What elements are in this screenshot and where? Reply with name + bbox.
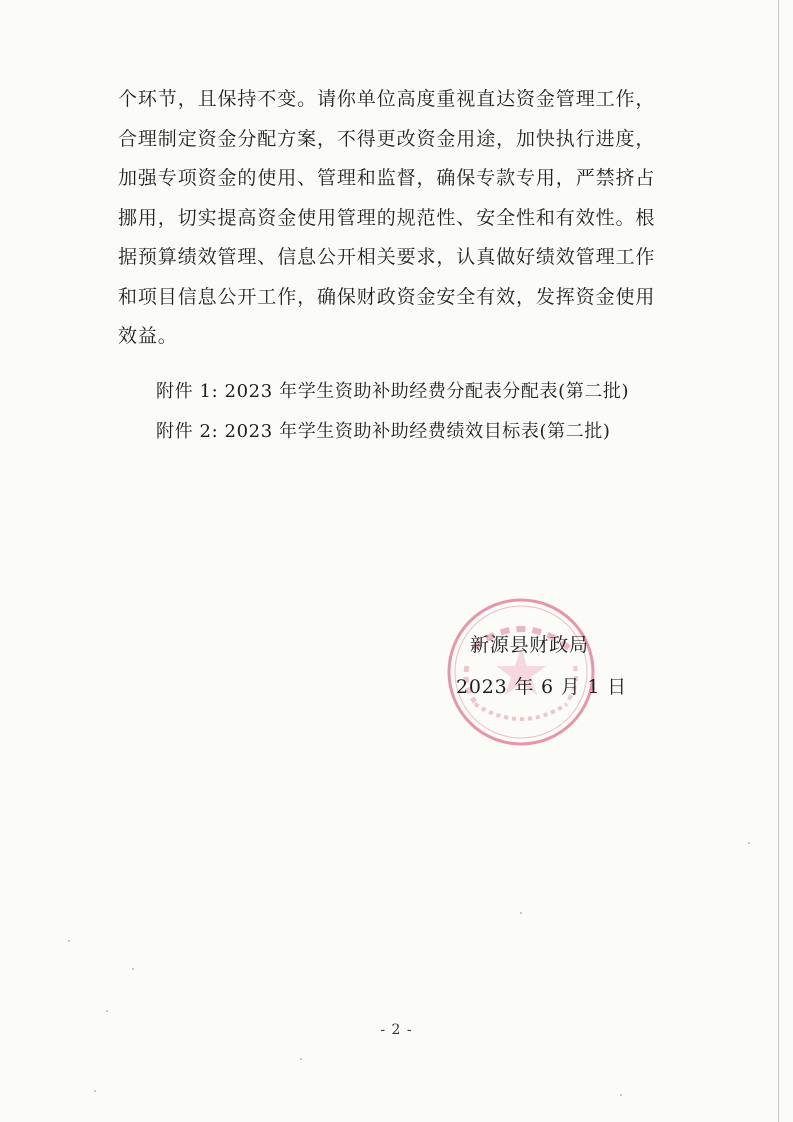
scan-speck [748, 842, 750, 844]
paragraph-line: 和项目信息公开工作，确保财政资金安全有效，发挥资金使用 [118, 285, 656, 308]
scan-speck [520, 912, 522, 914]
scan-speck [68, 940, 70, 942]
scan-speck [620, 1094, 622, 1096]
paragraph-line: 挪用，切实提高资金使用管理的规范性、安全性和有效性。根 [118, 206, 656, 229]
attachment-list [156, 372, 629, 452]
page-number: - 2 - [380, 1022, 413, 1038]
scan-speck [94, 1090, 96, 1092]
paragraph-line: 效益。 [118, 325, 178, 347]
scan-speck [132, 968, 134, 970]
scan-speck [106, 1010, 108, 1012]
scan-speck [300, 1058, 302, 1060]
paragraph-line: 加强专项资金的使用、管理和监督，确保专款专用，严禁挤占 [118, 167, 656, 189]
signature-block [456, 624, 627, 708]
body-paragraph [118, 80, 683, 357]
page-edge-line [778, 0, 779, 1122]
issue-date: 2023 年 6 月 1 日 [456, 676, 627, 698]
issuer-name: 新源县财政局 [470, 634, 589, 656]
paragraph-line: 个环节，且保持不变。请你单位高度重视直达资金管理工作， [118, 88, 656, 110]
attachment-item: 附件 2: 2023 年学生资助补助经费绩效目标表(第二批) [156, 421, 611, 442]
attachment-item: 附件 1: 2023 年学生资助补助经费分配表分配表(第二批) [156, 381, 630, 402]
paragraph-line: 合理制定资金分配方案，不得更改资金用途，加快执行进度， [118, 127, 656, 150]
paragraph-line: 据预算绩效管理、信息公开相关要求，认真做好绩效管理工作 [118, 246, 656, 268]
